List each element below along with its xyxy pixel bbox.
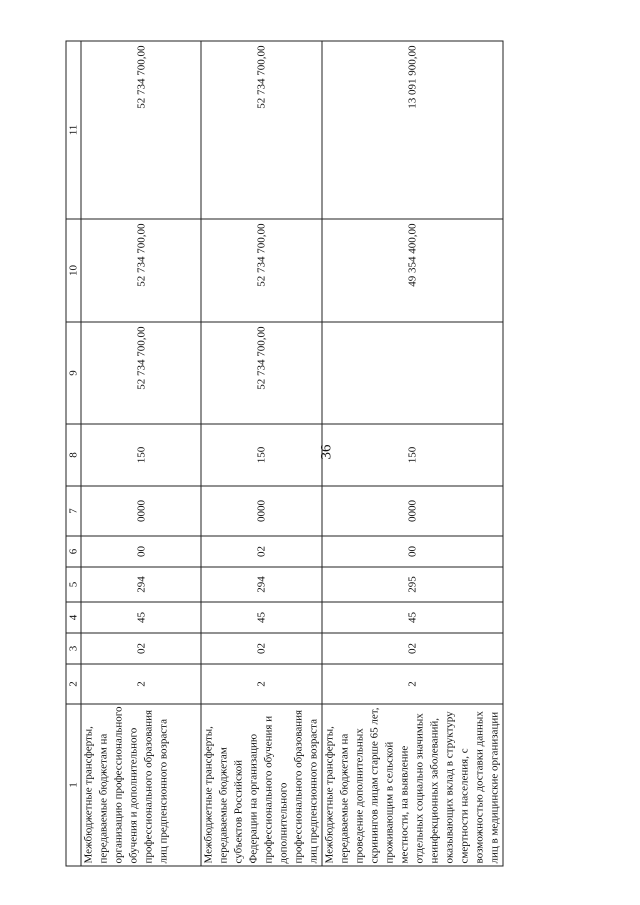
cell-col-2: 2	[322, 664, 503, 704]
column-header: 5	[66, 567, 81, 602]
column-header-row	[66, 41, 81, 866]
cell-col-4: 45	[81, 602, 201, 633]
cell-col-11: 13 091 900,00	[322, 41, 503, 219]
column-header: 6	[66, 536, 81, 567]
table-row	[322, 41, 503, 866]
cell-col-10: 52 734 700,00	[201, 219, 322, 322]
cell-col-6: 02	[201, 536, 322, 567]
column-header: 2	[66, 664, 81, 704]
budget-table-container	[66, 42, 501, 867]
cell-col-8: 150	[322, 424, 503, 486]
cell-col-4: 45	[201, 602, 322, 633]
column-header: 10	[66, 219, 81, 322]
cell-col-7: 0000	[322, 486, 503, 536]
cell-col-9: 52 734 700,00	[81, 322, 201, 424]
table-row	[201, 41, 322, 866]
cell-col-8: 150	[201, 424, 322, 486]
column-header: 1	[66, 704, 81, 866]
column-header: 8	[66, 424, 81, 486]
cell-col-3: 02	[81, 633, 201, 664]
cell-col-9: 52 734 700,00	[201, 322, 322, 424]
cell-col-11: 52 734 700,00	[81, 41, 201, 219]
row-description: Межбюджетные трансферты, передаваемые бюджетам на проведение дополнительных скринингов лицам старше 65 лет, проживающим в сельской местности, на выявление отдельных социально значимых неинфекционных заболеваний, оказывающих вклад в структуру смертности населения, с возможностью доставки данных лиц в медицинские организации	[322, 704, 503, 866]
cell-col-4: 45	[322, 602, 503, 633]
column-header: 11	[66, 41, 81, 219]
cell-col-9	[322, 322, 503, 424]
cell-col-2: 2	[81, 664, 201, 704]
cell-col-10: 49 354 400,00	[322, 219, 503, 322]
row-description: Межбюджетные трансферты, передаваемые бюджетам на организацию профессионального обучения и дополнительного профессионального образования лиц предпенсионного возраста	[81, 704, 201, 866]
cell-col-3: 02	[322, 633, 503, 664]
cell-col-5: 294	[81, 567, 201, 602]
cell-col-3: 02	[201, 633, 322, 664]
cell-col-7: 0000	[81, 486, 201, 536]
column-header: 7	[66, 486, 81, 536]
cell-col-8: 150	[81, 424, 201, 486]
cell-col-6: 00	[81, 536, 201, 567]
column-header: 3	[66, 633, 81, 664]
page-number: 36	[318, 444, 335, 460]
budget-table	[66, 41, 504, 867]
cell-col-11: 52 734 700,00	[201, 41, 322, 219]
cell-col-10: 52 734 700,00	[81, 219, 201, 322]
cell-col-2: 2	[201, 664, 322, 704]
cell-col-5: 294	[201, 567, 322, 602]
cell-col-5: 295	[322, 567, 503, 602]
cell-col-7: 0000	[201, 486, 322, 536]
column-header: 9	[66, 322, 81, 424]
column-header: 4	[66, 602, 81, 633]
cell-col-6: 00	[322, 536, 503, 567]
row-description: Межбюджетные трансферты, передаваемые бюджетам субъектов Российской Федерации на организацию профессионального обучения и дополнительного профессионального образования лиц предпенсионного возраста	[201, 704, 322, 866]
table-row	[81, 41, 201, 866]
